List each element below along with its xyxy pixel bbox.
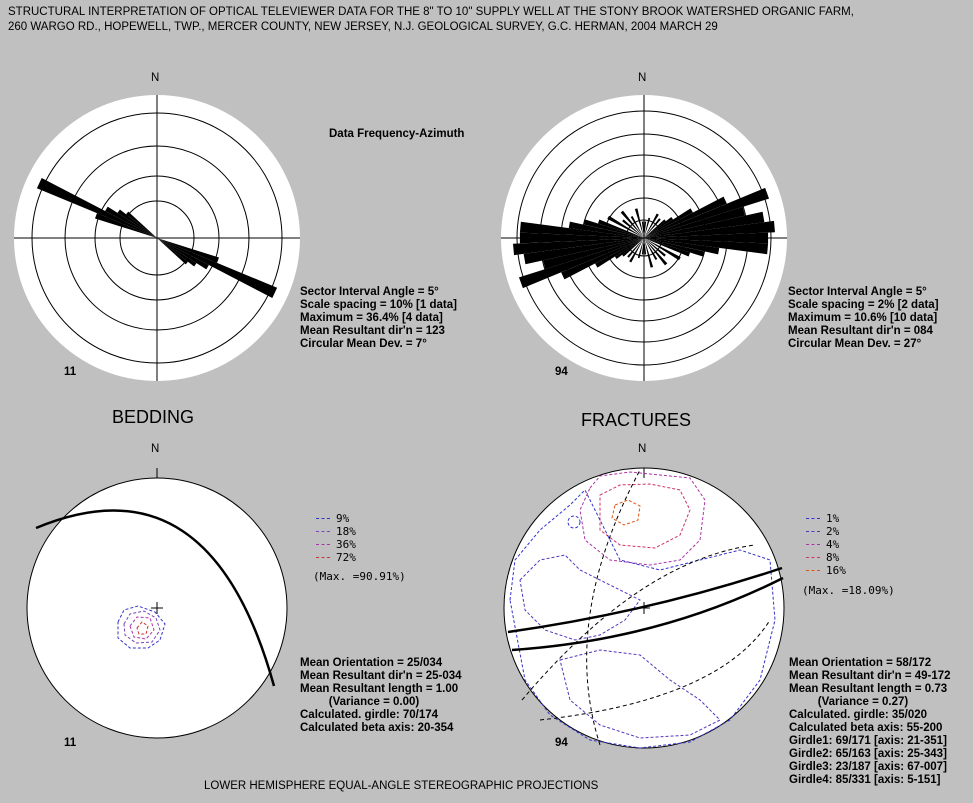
legend-label: 18% bbox=[336, 525, 356, 538]
rose-diagram-right bbox=[501, 95, 787, 381]
legend-swatch bbox=[806, 531, 820, 532]
rose-right-count: 94 bbox=[555, 366, 568, 378]
legend-label: 8% bbox=[826, 551, 840, 564]
legend-swatch bbox=[806, 557, 820, 558]
legend-entry bbox=[316, 525, 356, 538]
bedding-stat: Calculated beta axis: 20-354 bbox=[300, 722, 454, 734]
legend-label: 36% bbox=[336, 538, 356, 551]
fractures-stat: Mean Orientation = 58/172 bbox=[789, 657, 932, 669]
rose-title: Data Frequency-Azimuth bbox=[329, 128, 465, 140]
rose-left-stats bbox=[300, 286, 457, 351]
rose-left-stat: Circular Mean Dev. = 7° bbox=[300, 338, 427, 350]
bedding-stat: Mean Resultant length = 1.00 bbox=[300, 683, 459, 695]
legend-entry bbox=[806, 551, 846, 564]
fractures-stereonet bbox=[504, 468, 784, 748]
north-label-fractures: N bbox=[638, 443, 647, 455]
fractures-stat: Calculated beta axis: 55-200 bbox=[789, 722, 943, 734]
bedding-stats bbox=[300, 657, 462, 735]
bedding-stat: Mean Orientation = 25/034 bbox=[300, 657, 443, 669]
fractures-stat: Girdle2: 65/163 [axis: 25-343] bbox=[789, 748, 947, 760]
bedding-max: (Max. =90.91%) bbox=[313, 570, 406, 583]
legend-entry bbox=[806, 525, 846, 538]
north-label-rose-left: N bbox=[151, 72, 160, 84]
legend-label: 1% bbox=[826, 512, 840, 525]
legend-swatch bbox=[316, 557, 330, 558]
rose-right-stat: Maximum = 10.6% [10 data] bbox=[788, 312, 938, 324]
fractures-stat: (Variance = 0.27) bbox=[789, 696, 909, 708]
legend-label: 16% bbox=[826, 564, 846, 577]
north-label-rose-right: N bbox=[638, 72, 647, 84]
rose-left-stat: Maximum = 36.4% [4 data] bbox=[300, 312, 443, 324]
legend-swatch bbox=[316, 518, 330, 519]
rose-right-stat: Scale spacing = 2% [2 data] bbox=[788, 299, 939, 311]
legend-entry bbox=[806, 512, 846, 525]
fractures-stat: Girdle3: 23/187 [axis: 67-007] bbox=[789, 761, 947, 773]
legend-swatch bbox=[806, 544, 820, 545]
legend-swatch bbox=[316, 531, 330, 532]
legend-label: 72% bbox=[336, 551, 356, 564]
fractures-stat: Mean Resultant length = 0.73 bbox=[789, 683, 948, 695]
fractures-count: 94 bbox=[555, 737, 568, 749]
footer-caption: LOWER HEMISPHERE EQUAL-ANGLE STEREOGRAPHIC PROJECTIONS bbox=[204, 780, 599, 792]
fractures-max: (Max. =18.09%) bbox=[802, 584, 895, 597]
legend-entry bbox=[316, 538, 356, 551]
rose-right-stat: Circular Mean Dev. = 27° bbox=[788, 338, 922, 350]
fractures-stat: Girdle1: 69/171 [axis: 21-351] bbox=[789, 735, 947, 747]
bedding-stat: Mean Resultant dir'n = 25-034 bbox=[300, 670, 462, 682]
bedding-legend bbox=[316, 512, 356, 564]
rose-left-count: 11 bbox=[64, 366, 77, 378]
header-line-2: 260 WARGO RD., HOPEWELL, TWP., MERCER COUNTY, NEW JERSEY, N.J. GEOLOGICAL SURVEY, G.C. HERMAN, 2004 MARCH 29 bbox=[8, 21, 718, 33]
header-line-1: STRUCTURAL INTERPRETATION OF OPTICAL TELEVIEWER DATA FOR THE 8" TO 10" SUPPLY WELL AT THE STONY BROOK WATERSHED ORGANIC FARM, bbox=[8, 6, 854, 18]
rose-left-stat: Scale spacing = 10% [1 data] bbox=[300, 299, 457, 311]
fractures-stat: Calculated. girdle: 35/020 bbox=[789, 709, 928, 721]
fractures-legend bbox=[806, 512, 846, 577]
legend-entry bbox=[316, 551, 356, 564]
legend-label: 9% bbox=[336, 512, 350, 525]
legend-entry bbox=[806, 538, 846, 551]
legend-entry bbox=[806, 564, 846, 577]
bedding-count: 11 bbox=[64, 737, 77, 749]
legend-swatch bbox=[806, 518, 820, 519]
legend-entry bbox=[316, 512, 356, 525]
bedding-stat: Calculated. girdle: 70/174 bbox=[300, 709, 439, 721]
legend-swatch bbox=[806, 570, 820, 571]
rose-left-stat: Mean Resultant dir'n = 123 bbox=[300, 325, 445, 337]
fractures-stats bbox=[789, 657, 951, 787]
fractures-stat: Girdle4: 85/331 [axis: 5-151] bbox=[789, 774, 941, 786]
rose-diagram-left bbox=[14, 95, 300, 381]
legend-swatch bbox=[316, 544, 330, 545]
rose-right-stat: Sector Interval Angle = 5° bbox=[788, 286, 927, 298]
legend-label: 4% bbox=[826, 538, 840, 551]
rose-left-stat: Sector Interval Angle = 5° bbox=[300, 286, 439, 298]
north-label-bedding: N bbox=[151, 443, 160, 455]
rose-right-stats bbox=[788, 286, 939, 351]
legend-label: 2% bbox=[826, 525, 840, 538]
fractures-title: FRACTURES bbox=[581, 410, 692, 430]
bedding-title: BEDDING bbox=[112, 407, 195, 427]
rose-right-stat: Mean Resultant dir'n = 084 bbox=[788, 325, 933, 337]
fractures-stat: Mean Resultant dir'n = 49-172 bbox=[789, 670, 951, 682]
bedding-stat: (Variance = 0.00) bbox=[300, 696, 420, 708]
bedding-stereonet bbox=[27, 468, 287, 738]
